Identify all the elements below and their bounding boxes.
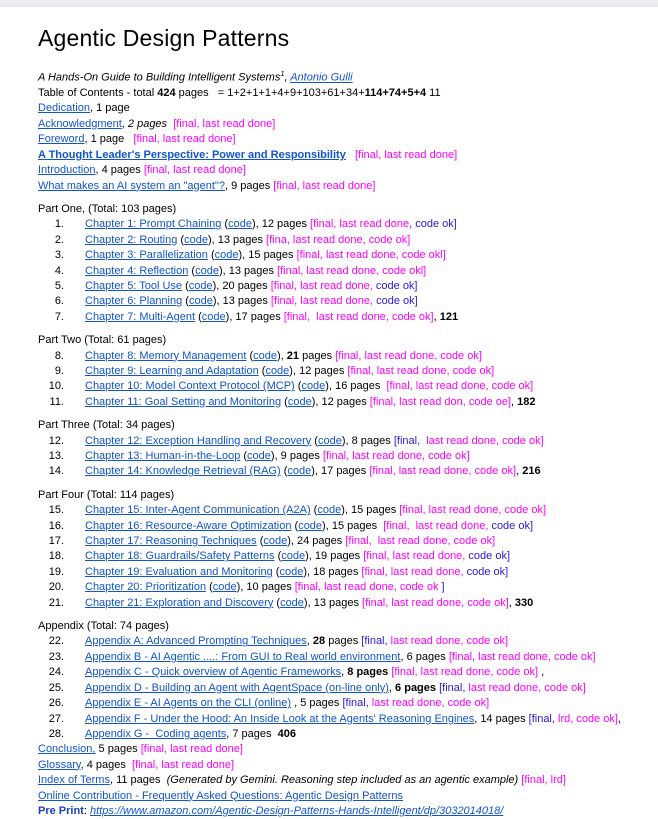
text-segment: ), 15 pages (322, 519, 384, 532)
chapter-5-link[interactable]: Chapter 5: Tool Use (85, 279, 183, 292)
text-segment: [final, last read done, code ok] (391, 666, 539, 679)
chapter-17-code-link[interactable]: code (263, 535, 288, 548)
text-segment: ( (188, 264, 196, 277)
text-segment: , (516, 465, 523, 478)
text-segment: 121 (439, 310, 459, 323)
text-segment: ), 18 pages (303, 565, 362, 578)
list-number: 18. (48, 550, 64, 563)
chapter-16-link[interactable]: Chapter 16: Resource-Aware Optimization (85, 519, 292, 532)
list-number: 20. (48, 581, 64, 594)
what-makes-agent-link[interactable]: What makes an AI system an "agent"? (38, 179, 225, 192)
list-number: 24. (48, 666, 64, 679)
list-number: 13. (48, 450, 64, 462)
acknowledgment-line (38, 117, 650, 132)
list-number: 17. (48, 535, 64, 548)
thought-leader-line (38, 148, 650, 163)
text-segment: , (617, 712, 621, 725)
text-segment: ), 13 pages (303, 596, 363, 609)
chapter-16-code-link[interactable]: code (298, 519, 323, 532)
chapter-16-line (38, 519, 650, 534)
foreword-line (38, 132, 650, 147)
chapter-21-code-link[interactable]: code (280, 596, 304, 609)
chapter-7-link[interactable]: Chapter 7: Multi-Agent (85, 310, 196, 323)
chapter-13-code-link[interactable]: code (247, 450, 271, 462)
text-segment: 5 pages (95, 743, 141, 756)
text-segment: 28 (312, 635, 326, 648)
text-segment: ( (240, 450, 248, 462)
text-segment: ( (182, 295, 189, 308)
text-segment: , (433, 310, 440, 323)
list-number: 28. (48, 727, 64, 740)
appendix-g-link[interactable]: Appendix G - Coding agents (85, 727, 227, 740)
text-segment: Part Three (Total: 34 pages) (38, 419, 175, 432)
text-segment: , (508, 596, 515, 609)
text-segment: [final, (439, 681, 466, 694)
text-segment: [final, last read done, code ok] (335, 349, 482, 362)
text-segment: [final, (393, 434, 421, 447)
text-segment: code ok] (375, 279, 418, 292)
page-top-edge (0, 0, 658, 7)
subtitle-line (38, 66, 650, 86)
glossary-line (38, 758, 650, 773)
text-segment: [final, last read done, code ok (294, 581, 442, 594)
appendix-c-line (38, 665, 650, 680)
text-segment: 11 (426, 87, 441, 100)
chapter-13-line (38, 449, 650, 464)
conclusion-link[interactable]: Conclusion, (38, 743, 96, 756)
text-segment: ( (272, 565, 280, 578)
list-number: 22. (48, 635, 64, 648)
text-segment: [final, last read done, code okl] (277, 264, 427, 277)
text-segment: , 14 pages (474, 712, 529, 725)
chapter-9-link[interactable]: Chapter 9: Learning and Adaptation (85, 364, 259, 377)
text-segment: A Hands-On Guide to Building Intelligent Systems (38, 71, 281, 84)
text-segment: , (306, 635, 313, 648)
text-segment: ), 15 pages (341, 504, 400, 517)
list-number: 2. (54, 233, 64, 246)
text-segment: last read done, code ok] (465, 681, 586, 694)
appendix-d-link[interactable]: Appendix D - Building an Agent with AgentSpace (on-line only) (85, 681, 389, 694)
chapter-1-link[interactable]: Chapter 1: Prompt Chaining (85, 218, 222, 231)
text-segment: [final, last read done, code okl] (296, 249, 446, 262)
text-segment: ] (441, 581, 445, 594)
text-segment: ( (311, 434, 318, 447)
text-segment: : (83, 804, 90, 817)
list-number: 5. (54, 279, 64, 292)
text-segment: [final, last read done, (270, 279, 376, 292)
text-segment: ), 20 pages (212, 279, 271, 292)
part-one-heading (38, 202, 650, 217)
text-segment: ( (294, 380, 302, 393)
list-number: 9. (54, 364, 64, 377)
list-number: 19. (48, 565, 64, 578)
text-segment: ), 13 pages (218, 264, 278, 277)
text-segment: [final, last read don, code oe] (369, 395, 512, 408)
chapter-20-line (38, 580, 650, 595)
appendix-heading (38, 619, 650, 634)
text-segment: 406 (277, 727, 296, 740)
text-segment: ( (273, 596, 281, 609)
text-segment: 424 (157, 87, 176, 100)
list-number: 4. (54, 264, 64, 277)
chapter-10-link[interactable]: Chapter 10: Model Context Protocol (MCP) (85, 380, 295, 393)
text-segment: last read done, code ok] (387, 635, 509, 648)
text-segment: code ok] (468, 550, 511, 563)
text-segment: , (284, 71, 291, 84)
text-segment: [final, last read done] (140, 743, 243, 756)
text-segment: , 1 page (84, 133, 134, 146)
appendix-a-link[interactable]: Appendix A: Advanced Prompting Techniques (85, 635, 307, 648)
dedication-line (38, 101, 650, 116)
glossary-link[interactable]: Glossary (38, 758, 81, 771)
text-segment: ), 10 pages (236, 581, 295, 594)
chapter-17-link[interactable]: Chapter 17: Reasoning Techniques (85, 535, 257, 548)
preprint-line (38, 804, 650, 819)
part-two-heading (38, 333, 650, 348)
text-segment: [final, last read done, code ok] (386, 380, 534, 393)
document-page (0, 7, 658, 819)
chapter-6-line (38, 294, 650, 309)
chapter-19-link[interactable]: Chapter 19: Evaluation and Monitoring (85, 565, 273, 578)
text-segment: ), 12 pages (289, 364, 348, 377)
text-segment: code ok] (376, 295, 418, 308)
thought-leader-link[interactable]: A Thought Leader's Perspective: Power and Responsibility (38, 148, 346, 161)
index-of-terms-line (38, 773, 650, 788)
chapter-12-line (38, 434, 650, 449)
chapter-13-link[interactable]: Chapter 13: Human-in-the-Loop (85, 450, 241, 462)
text-segment: , 6 pages (400, 650, 449, 663)
list-number: 1. (54, 218, 64, 231)
chapter-14-line (38, 464, 650, 479)
list-number: 14. (48, 465, 64, 478)
text-segment: lrd, code ok] (554, 712, 618, 725)
text-segment: ( (274, 550, 282, 563)
text-segment: [final, (528, 712, 555, 725)
text-segment: 1 (280, 69, 285, 78)
chapter-15-code-link[interactable]: code (317, 504, 342, 517)
chapter-3-line (38, 248, 650, 263)
text-segment: [final, last read done, (361, 565, 467, 578)
appendix-f-link[interactable]: Appendix F - Under the Hood: An Inside Look at the Agents' Reasoning Engines (85, 712, 475, 725)
text-segment: , 7 pages (226, 727, 278, 740)
online-contribution-line (38, 789, 650, 804)
text-segment: 216 (522, 465, 541, 478)
index-of-terms-link[interactable]: Index of Terms (38, 774, 110, 787)
part-four-heading (38, 488, 650, 503)
page-title: Agentic Design Patterns (38, 25, 290, 51)
list-number: 23. (48, 650, 64, 663)
text-segment: 2 pages (127, 117, 168, 130)
chapter-17-line (38, 534, 650, 549)
chapter-4-link[interactable]: Chapter 4: Reflection (85, 264, 189, 277)
chapter-6-link[interactable]: Chapter 6: Planning (85, 295, 183, 308)
chapter-1-code-link[interactable]: code (228, 218, 252, 231)
text-segment: ), (277, 349, 287, 362)
text-segment: ( (246, 349, 254, 362)
list-number: 15. (48, 504, 64, 517)
text-segment: [final, last read done, code ok] (322, 450, 470, 462)
appendix-d-line (38, 681, 650, 696)
chapter-18-link[interactable]: Chapter 18: Guardrails/Safety Patterns (85, 550, 275, 563)
preprint-amazon-link[interactable]: https://www.amazon.com/Agentic-Design-Patterns-Hands-Intelligent/dp/3032014018/ (89, 804, 504, 817)
text-segment: ( (206, 581, 213, 594)
list-number: 26. (48, 697, 64, 710)
text-segment: [fina, last read done, code ok] (266, 233, 411, 246)
text-segment: [final, (342, 697, 369, 710)
chapter-9-line (38, 364, 650, 379)
dedication-link[interactable]: Dedication (38, 102, 90, 115)
text-segment: , (538, 666, 545, 679)
chapter-20-link[interactable]: Chapter 20: Prioritization (85, 581, 207, 594)
text-segment: ), 17 pages (225, 310, 284, 323)
introduction-line (38, 163, 650, 178)
text-segment: [final, last read done, code ok] (369, 465, 517, 478)
list-number: 11. (49, 395, 64, 408)
text-segment: ( (177, 233, 185, 246)
text-segment: [final, last read done] (273, 179, 376, 192)
introduction-link[interactable]: Introduction (38, 164, 96, 177)
text-segment: [final, last read done, code ok] (448, 650, 596, 663)
what-makes-agent-line (38, 179, 650, 194)
text-segment: ), 24 pages (287, 535, 346, 548)
text-segment: [final, last read done] (133, 133, 236, 146)
text-segment: ), 13 pages (212, 295, 271, 308)
text-segment: [final, last read done, code ok] (399, 504, 547, 517)
text-segment: ( (310, 504, 318, 517)
text-segment: ( (221, 218, 229, 231)
chapter-10-code-link[interactable]: code (301, 380, 326, 393)
text-segment: , 4 pages (80, 758, 132, 771)
text-segment: Appendix (Total: 74 pages) (38, 620, 169, 633)
text-segment: pages = 1+2+1+1+4+9+103+61+34+ (175, 87, 365, 100)
text-segment: ), 9 pages (270, 450, 323, 462)
chapter-19-line (38, 565, 650, 580)
chapter-11-line (38, 395, 650, 410)
chapter-14-link[interactable]: Chapter 14: Knowledge Retrieval (RAG) (85, 465, 281, 478)
antonio-gulli-link[interactable]: Antonio Gulli (290, 71, 353, 84)
chapter-11-code-link[interactable]: code (287, 395, 312, 408)
text-segment: Pre Print (38, 804, 84, 817)
chapter-8-code-link[interactable]: code (253, 349, 278, 362)
text-segment: [final, last read done] (143, 164, 246, 177)
text-segment: [final, last read done] (355, 148, 458, 161)
chapter-5-line (38, 279, 650, 294)
appendix-e-link[interactable]: Appendix E - AI Agents on the CLI (online) (85, 697, 292, 710)
text-segment: ( (291, 519, 299, 532)
text-segment: (Generated by Gemini. Reasoning step included as an agentic example) (166, 774, 519, 787)
text-segment: ( (281, 395, 288, 408)
text-segment: [final, last read done, (383, 519, 492, 532)
document-body (38, 66, 650, 819)
text-segment: ), 17 pages (311, 465, 370, 478)
chapter-3-code-link[interactable]: code (214, 249, 239, 262)
chapter-4-code-link[interactable]: code (195, 264, 219, 277)
chapter-8-line (38, 349, 650, 364)
toc-total-line (38, 86, 650, 101)
appendix-f-line (38, 712, 650, 727)
text-segment: [final, last read done (310, 218, 410, 231)
text-segment: , code ok] (409, 218, 457, 231)
text-segment: , 5 pages (291, 697, 343, 710)
chapter-2-code-link[interactable]: code (184, 233, 208, 246)
chapter-12-link[interactable]: Chapter 12: Exception Handling and Recovery (85, 434, 312, 447)
chapter-1-line (38, 217, 650, 232)
text-segment: [final, last read done] (173, 117, 276, 130)
appendix-c-link[interactable]: Appendix C - Quick overview of Agentic Frameworks (85, 666, 342, 679)
text-segment: , (388, 681, 396, 694)
chapter-2-link[interactable]: Chapter 2: Routing (85, 233, 178, 246)
chapter-3-link[interactable]: Chapter 3: Parallelization (85, 249, 208, 262)
text-segment: , (341, 666, 348, 679)
chapter-21-link[interactable]: Chapter 21: Exploration and Discovery (85, 596, 274, 609)
list-number: 7. (54, 310, 64, 323)
chapter-15-line (38, 503, 650, 518)
chapter-4-line (38, 264, 650, 279)
text-segment: Part Two (Total: 61 pages) (38, 334, 167, 347)
chapter-8-link[interactable]: Chapter 8: Memory Management (85, 349, 247, 362)
chapter-12-code-link[interactable]: code (317, 434, 342, 447)
text-segment: Part Four (Total: 114 pages) (38, 488, 175, 501)
part-three-heading (38, 418, 650, 433)
text-segment: [final, last read done, code ok] (362, 596, 509, 609)
chapter-18-code-link[interactable]: code (281, 550, 306, 563)
text-segment: 182 (517, 395, 536, 408)
text-segment: ( (182, 279, 189, 292)
conclusion-line (38, 742, 650, 757)
text-segment: pages (325, 635, 362, 648)
text-segment: [final, last read done, code ok] (347, 364, 495, 377)
text-segment: , 9 pages (224, 179, 274, 192)
list-number: 3. (54, 249, 64, 262)
text-segment: [final, last read done] (131, 758, 235, 771)
text-segment: Part One, (Total: 103 pages) (38, 202, 177, 215)
text-segment: , 1 page (89, 102, 130, 115)
text-segment: ), 16 pages (325, 380, 387, 393)
acknowledgment-link[interactable]: Acknowledgment (38, 117, 122, 130)
chapter-5-code-link[interactable]: code (188, 279, 213, 292)
text-segment: ), 13 pages (207, 233, 267, 246)
chapter-2-line (38, 233, 650, 248)
text-segment: , 4 pages (95, 164, 144, 177)
text-segment: ( (195, 310, 202, 323)
text-segment: code ok] (491, 519, 534, 532)
text-segment: ), 15 pages (238, 249, 297, 262)
online-contribution-link[interactable]: Online Contribution - Frequently Asked Questions: Agentic Design Patterns (38, 789, 404, 802)
text-segment: , (511, 395, 518, 408)
text-segment: ( (280, 465, 288, 478)
text-segment: 330 (514, 596, 534, 609)
text-segment (346, 149, 355, 161)
text-segment: ( (207, 249, 215, 262)
chapter-18-line (38, 549, 650, 564)
text-segment: code ok] (466, 565, 509, 578)
text-segment: ( (258, 364, 266, 377)
text-segment: 8 pages (347, 666, 389, 679)
chapter-7-line (38, 310, 650, 325)
chapter-7-code-link[interactable]: code (201, 310, 226, 323)
text-segment: last read done, code ok] (368, 697, 490, 710)
text-segment: [final, last read done, code ok] (283, 310, 434, 323)
list-number: 25. (48, 681, 64, 694)
appendix-b-link[interactable]: Appendix B - AI Agentic ....: From GUI to Real world environment (85, 650, 401, 663)
text-segment: , (121, 117, 128, 130)
list-number: 8. (54, 349, 64, 362)
chapter-6-code-link[interactable]: code (188, 295, 213, 308)
text-segment: last read done, code ok] (420, 434, 544, 447)
text-segment: [final, last read done, (270, 295, 377, 308)
list-number: 16. (48, 519, 64, 532)
list-number: 10. (48, 380, 64, 393)
chapter-11-link[interactable]: Chapter 11: Goal Setting and Monitoring (85, 395, 282, 408)
text-segment: ), 19 pages (305, 550, 364, 563)
appendix-b-line (38, 650, 650, 665)
text-segment: ( (256, 535, 264, 548)
text-segment: 21 (286, 349, 300, 362)
chapter-21-line (38, 596, 650, 611)
list-number: 6. (54, 295, 64, 308)
chapter-19-code-link[interactable]: code (279, 565, 304, 578)
text-segment: 114+74+5+4 (364, 87, 427, 100)
chapter-9-code-link[interactable]: code (265, 364, 290, 377)
foreword-link[interactable]: Foreword (38, 133, 85, 146)
appendix-g-line (38, 727, 650, 742)
text-segment: ), 12 pages (251, 218, 311, 231)
text-segment: [final, (361, 635, 388, 648)
chapter-14-code-link[interactable]: code (287, 465, 312, 478)
text-segment: pages (299, 349, 336, 362)
list-number: 12. (48, 434, 64, 447)
text-segment: ), 12 pages (311, 395, 370, 408)
list-number: 21. (48, 596, 64, 609)
text-segment: [final, last read done, code ok] (345, 535, 496, 548)
text-segment: Table of Contents - total (38, 87, 158, 100)
chapter-20-code-link[interactable]: code (212, 581, 237, 594)
text-segment: ), 8 pages (341, 434, 394, 447)
appendix-a-line (38, 634, 650, 649)
text-segment: [final, last read done, (363, 550, 469, 563)
chapter-10-line (38, 379, 650, 394)
text-segment: [final, lrd] (521, 774, 566, 787)
chapter-15-link[interactable]: Chapter 15: Inter-Agent Communication (A2A) (85, 504, 311, 517)
text-segment: , 11 pages (109, 774, 167, 787)
list-number: 27. (48, 712, 64, 725)
text-segment: 6 pages (395, 681, 437, 694)
appendix-e-line (38, 696, 650, 711)
